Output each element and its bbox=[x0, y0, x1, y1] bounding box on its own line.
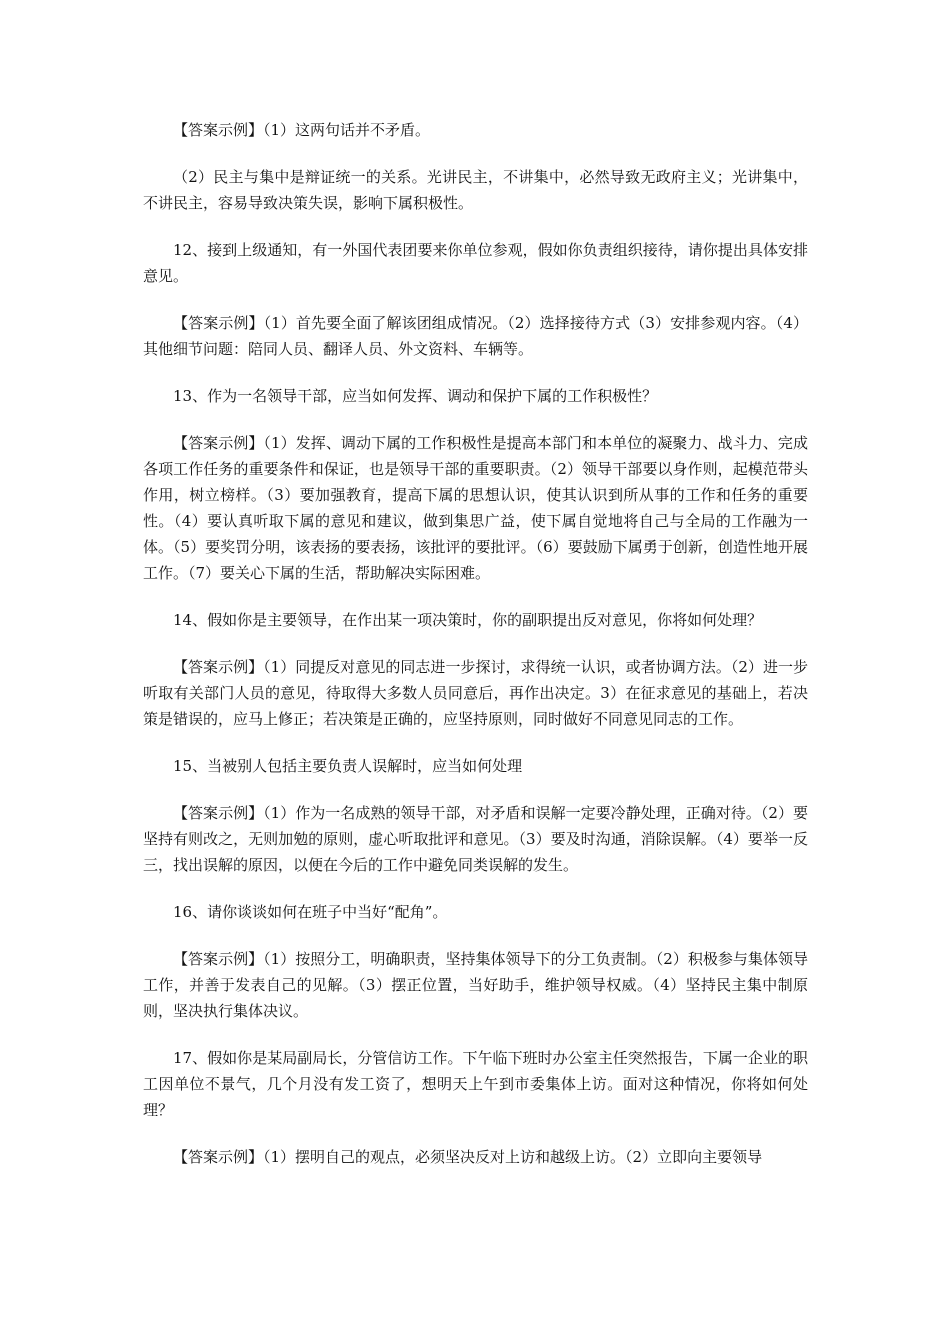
question-paragraph: 12、接到上级通知，有一外国代表团要来你单位参观，假如你负责组织接待，请你提出具体安排意见。 bbox=[143, 241, 808, 285]
answer-paragraph: 【答案示例】（1）同提反对意见的同志进一步探讨，求得统一认识，或者协调方法。（2）进一步听取有关部门人员的意见，待取得大多数人员同意后，再作出决定。3）在征求意见的基础上，若决策是错误的，应马上修正；若决策是正确的，应坚持原则，同时做好不同意见同志的工作。 bbox=[143, 658, 808, 728]
question-paragraph: 16、请你谈谈如何在班子中当好“配角”。 bbox=[173, 903, 448, 921]
document-body bbox=[143, 117, 808, 1191]
answer-paragraph: （2）民主与集中是辩证统一的关系。光讲民主，不讲集中，必然导致无政府主义；光讲集中，不讲民主，容易导致决策失误，影响下属积极性。 bbox=[143, 168, 808, 212]
question-paragraph: 13、作为一名领导干部，应当如何发挥、调动和保护下属的工作积极性？ bbox=[173, 387, 658, 405]
answer-paragraph: 【答案示例】（1）这两句话并不矛盾。 bbox=[173, 121, 431, 139]
question-paragraph: 14、假如你是主要领导，在作出某一项决策时，你的副职提出反对意见，你将如何处理？ bbox=[173, 611, 763, 629]
answer-paragraph: 【答案示例】（1）摆明自己的观点，必须坚决反对上访和越级上访。（2）立即向主要领导 bbox=[173, 1148, 763, 1166]
answer-paragraph: 【答案示例】（1）作为一名成熟的领导干部，对矛盾和误解一定要冷静处理，正确对待。（2）要坚持有则改之，无则加勉的原则，虚心听取批评和意见。（3）要及时沟通，消除误解。（4）要举一反三，找出误解的原因，以便在今后的工作中避免同类误解的发生。 bbox=[143, 804, 808, 874]
answer-paragraph: 【答案示例】（1）按照分工，明确职责，坚持集体领导下的分工负责制。（2）积极参与集体领导工作，并善于发表自己的见解。（3）摆正位置，当好助手，维护领导权威。（4）坚持民主集中制原则，坚决执行集体决议。 bbox=[143, 950, 808, 1020]
question-paragraph: 15、当被别人包括主要负责人误解时，应当如何处理 bbox=[173, 757, 523, 775]
answer-paragraph: 【答案示例】（1）首先要全面了解该团组成情况。（2）选择接待方式（3）安排参观内容。（4）其他细节问题：陪同人员、翻译人员、外文资料、车辆等。 bbox=[143, 314, 808, 358]
answer-paragraph: 【答案示例】（1）发挥、调动下属的工作积极性是提高本部门和本单位的凝聚力、战斗力、完成各项工作任务的重要条件和保证，也是领导干部的重要职责。（2）领导干部要以身作则，起模范带头作用，树立榜样。（3）要加强教育，提高下属的思想认识，使其认识到所从事的工作和任务的重要性。（4）要认真听取下属的意见和建议，做到集思广益，使下属自觉地将自己与全局的工作融为一体。（5）要奖罚分明，该表扬的要表扬，该批评的要批评。（6）要鼓励下属勇于创新，创造性地开展工作。（7）要关心下属的生活，帮助解决实际困难。 bbox=[143, 434, 808, 582]
question-paragraph: 17、假如你是某局副局长，分管信访工作。下午临下班时办公室主任突然报告，下属一企业的职工因单位不景气，几个月没有发工资了，想明天上午到市委集体上访。面对这种情况，你将如何处理？ bbox=[143, 1049, 808, 1119]
